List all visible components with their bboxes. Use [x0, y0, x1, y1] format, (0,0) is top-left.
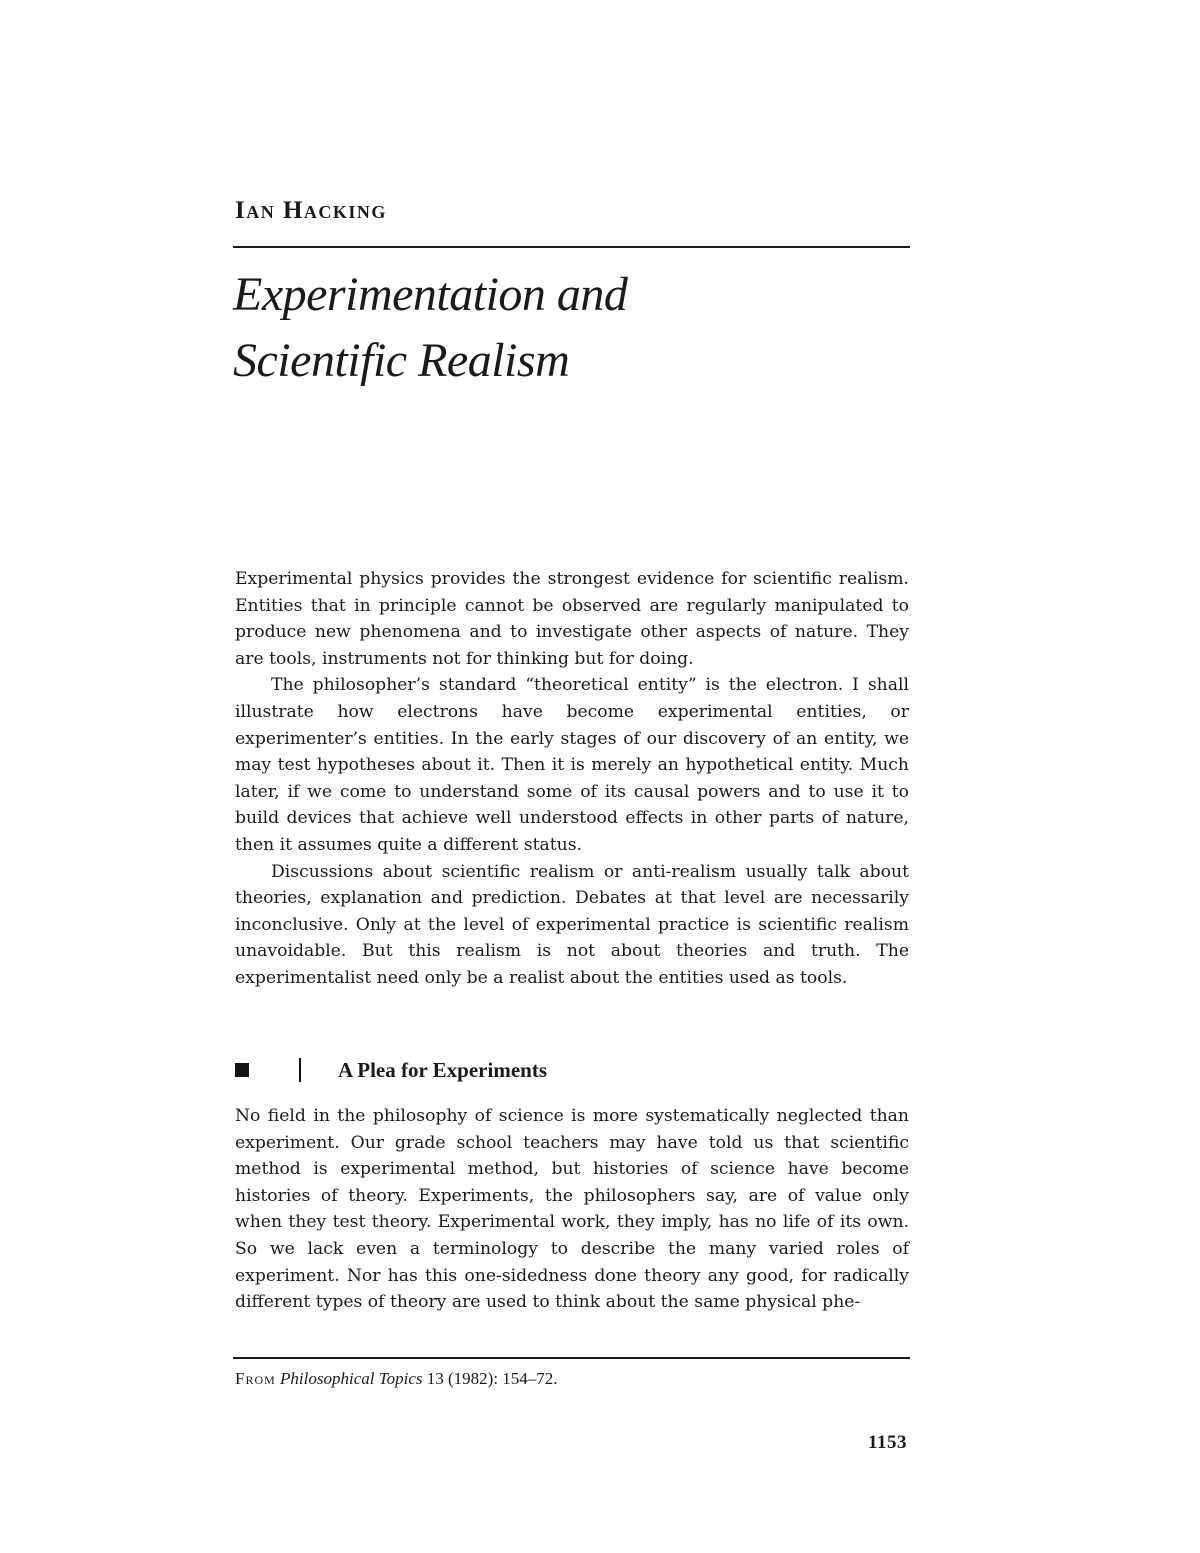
footnote-citation: 13 (1982): 154–72. [426, 1369, 558, 1388]
abstract-paragraph-1: Experimental physics provides the strongest evidence for scientific realism. Entities that in principle cannot be observed are regularly manipulated to produce new phenomena and to investigate other aspects of nature. They are tools, instruments not for thinking but for doing. [235, 569, 909, 669]
article-title [233, 262, 627, 394]
footnote-rule [233, 1357, 910, 1359]
footnote-from: From [235, 1369, 276, 1388]
abstract-paragraph-3: Discussions about scientific realism or anti-realism usually talk about theories, explanation and prediction. Debates at that level are necessarily inconclusive. Only at the level of experimental practice is scientific realism unavoidable. But this realism is not about theories and truth. The experimentalist need only be a realist about the entities used as tools. [235, 861, 909, 988]
footnote-journal: Philosophical Topics [280, 1369, 423, 1388]
source-footnote [235, 1367, 558, 1391]
page-number: 1153 [868, 1432, 907, 1453]
vertical-bar-divider [299, 1058, 301, 1082]
title-rule [233, 246, 910, 248]
abstract [235, 566, 909, 992]
section-body [235, 1103, 909, 1316]
title-line-2: Scientific Realism [233, 334, 570, 387]
abstract-paragraph-2: The philosopher’s standard “theoretical entity” is the electron. I shall illustrate how electrons have become experimental entities, or experimenter’s entities. In the early stages of our discovery of an entity, we may test hypotheses about it. Then it is merely an hypothetical entity. Much later, if we come to understand some of its causal powers and to use it to build devices that achieve well understood effects in other parts of nature, then it assumes quite a different status. [235, 675, 909, 855]
square-bullet-icon [235, 1063, 249, 1077]
section-heading-text: A Plea for Experiments [338, 1057, 547, 1082]
title-line-1: Experimentation and [233, 268, 628, 321]
section-paragraph: No field in the philosophy of science is more systematically neglected than experiment. Our grade school teachers may have told us that scientific method is experimental method, but histories of science have become histories of theory. Experiments, the philosophers say, are of value only when they test theory. Experimental work, they imply, has no life of its own. So we lack even a terminology to describe the many varied roles of experiment. Nor has this one-sidedness done theory any good, for radically different types of theory are used to think about the same physical phe- [235, 1106, 909, 1313]
section-heading [235, 1054, 909, 1086]
author-name: Ian Hacking [235, 197, 387, 224]
